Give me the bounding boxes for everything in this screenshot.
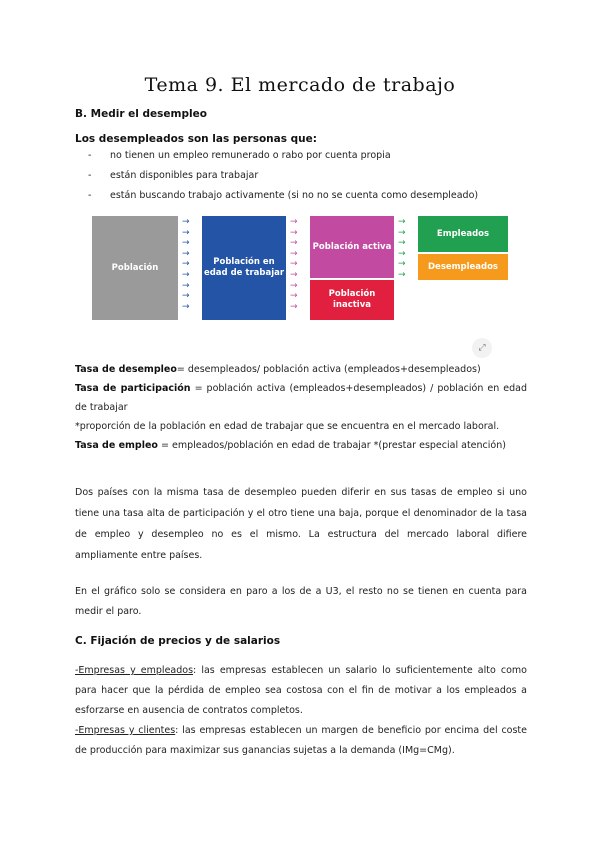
unemployed-definition-heading: Los desempleados son las personas que: [75, 133, 317, 145]
paragraph-participation: Dos países con la misma tasa de desempleo pueden diferir en sus tasas de empleo si uno tiene una tasa alta de participación y el otro tiene una baja, porque el denominador de la tasa de empleo y desempleo no es el mismo. La estructura del mercado laboral difiere ampliamente entre países. [75, 487, 527, 561]
section-c-body: -Empresas y empleados: las empresas establecen un salario lo suficientemente alto como para hacer que la pérdida de empleo sea costosa con el fin de motivar a los empleados a esforzarse en ausencia de contratos completos. -Empresas y clientes: las empresas establecen un margen de beneficio por encima del coste de producción para maximizar sus ganancias sujetas a la demanda (IMg=CMg). [75, 665, 528, 756]
tasa-desempleo-label: Tasa de desempleo [75, 364, 177, 375]
poblacion-activa-box: Población activa [310, 216, 394, 278]
poblacion-edad-trabajar-box: Población en edad de trabajar [202, 216, 286, 320]
bullet-item: - están buscando trabajo activamente (si no no se cuenta como desempleado) [88, 190, 479, 201]
poblacion-box: Población [92, 216, 178, 320]
empresas-empleados-label: -Empresas y empleados [75, 665, 194, 676]
population-diagram [90, 213, 510, 323]
arrows-activa: → → → → → → [398, 217, 406, 280]
tasa-participacion-label: Tasa de participación [75, 383, 191, 394]
bullet-item: - no tienen un empleo remunerado o rabo por cuenta propia [88, 150, 391, 161]
section-b-heading: B. Medir el desempleo [75, 108, 207, 120]
empleados-box: Empleados [418, 216, 508, 252]
section-c-heading: C. Fijación de precios y de salarios [75, 635, 281, 647]
empresas-clientes-label: -Empresas y clientes [75, 725, 176, 736]
poblacion-inactiva-box: Población inactiva [310, 280, 394, 320]
desempleados-box: Desempleados [418, 254, 508, 280]
bullet-item: - están disponibles para trabajar [88, 170, 259, 181]
arrows-poblacion: → → → → → → → → → [182, 217, 190, 312]
arrows-edad-trabajar: → → → → → → → → → [290, 217, 298, 312]
participacion-note: *proporción de la población en edad de trabajar que se encuentra en el mercado laboral. [75, 421, 500, 432]
expand-icon[interactable]: ⤢ [472, 338, 492, 358]
page-title: Tema 9. El mercado de trabajo [144, 74, 456, 96]
tasa-empleo-label: Tasa de empleo [75, 440, 158, 451]
rates-block: Tasa de desempleo= desempleados/ población activa (empleados+desempleados) Tasa de participación = población activa (empleados+desempleados) / población en edad de trabajar *proporción de la población en edad de trabajar que se encuentra en el mercado laboral. Tasa de empleo = empleados/población en edad de trabajar *(prestar especial atención) [75, 364, 527, 451]
paragraph-graph-note: En el gráfico solo se considera en paro a los de a U3, el resto no se tienen en cuenta para medir el paro. [75, 586, 527, 617]
